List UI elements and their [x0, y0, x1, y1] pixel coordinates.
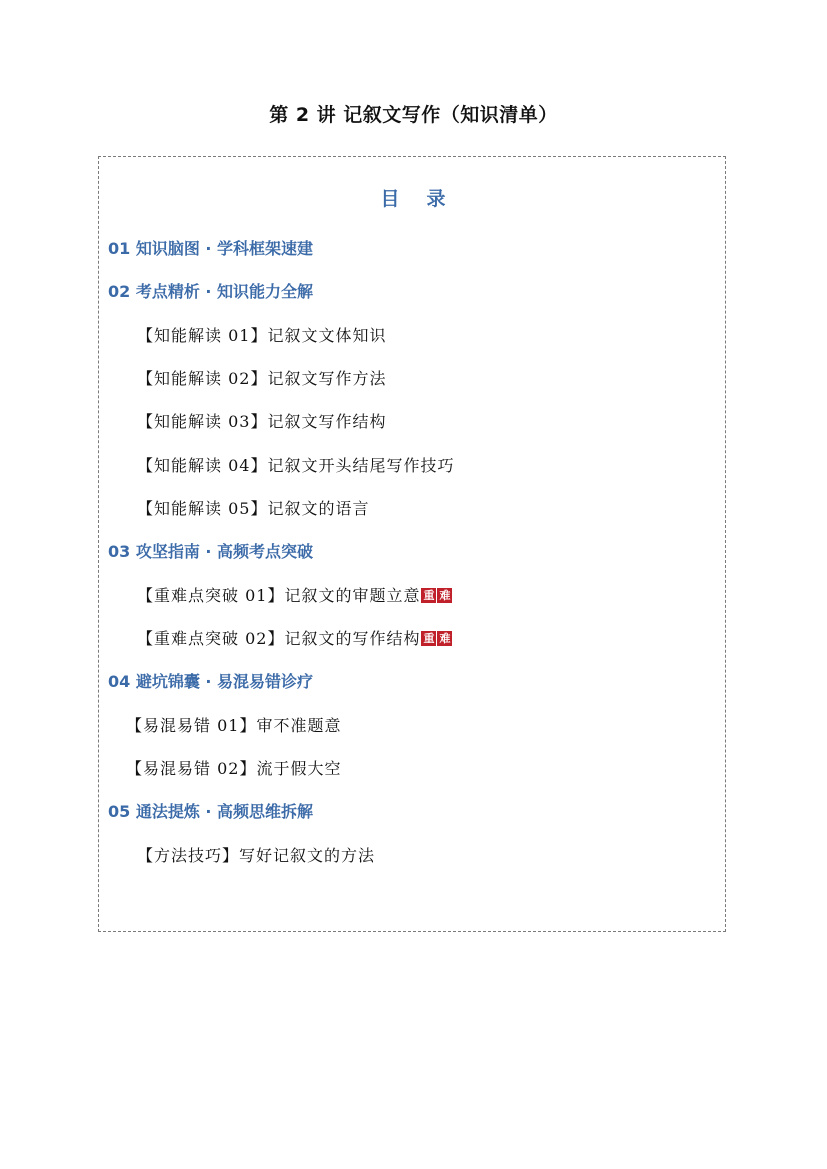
toc-section-01[interactable]: 01 知识脑图 · 学科框架速建 — [108, 239, 314, 258]
hard-badge: 难 — [439, 632, 451, 645]
toc-section-04[interactable]: 04 避坑锦囊 · 易混易错诊疗 — [108, 672, 314, 691]
key-badge: 重 — [423, 632, 435, 645]
hard-badge: 难 — [439, 589, 451, 602]
toc-item-mistake-02[interactable]: 【易混易错 02】流于假大空 — [126, 759, 342, 778]
toc-item-knowledge-05[interactable]: 【知能解读 05】记叙文的语言 — [137, 499, 370, 518]
toc-item-label: 【重难点突破 02】记叙文的写作结构 — [137, 629, 421, 648]
difficulty-badges — [421, 588, 452, 603]
toc-heading-right: 录 — [426, 188, 447, 210]
toc-item-label: 【重难点突破 01】记叙文的审题立意 — [137, 586, 421, 605]
key-badge: 重 — [423, 589, 435, 602]
toc-heading-left: 目 — [380, 188, 401, 210]
toc-item-mistake-01[interactable]: 【易混易错 01】审不准题意 — [126, 716, 342, 735]
toc-item-method[interactable]: 【方法技巧】写好记叙文的方法 — [137, 846, 376, 865]
toc-section-05[interactable]: 05 通法提炼 · 高频思维拆解 — [108, 802, 314, 821]
toc-item-knowledge-01[interactable]: 【知能解读 01】记叙文文体知识 — [137, 326, 387, 345]
toc-item-knowledge-02[interactable]: 【知能解读 02】记叙文写作方法 — [137, 369, 387, 388]
difficulty-badges — [421, 631, 452, 646]
toc-section-02[interactable]: 02 考点精析 · 知识能力全解 — [108, 282, 314, 301]
toc-item-knowledge-04[interactable]: 【知能解读 04】记叙文开头结尾写作技巧 — [137, 456, 455, 475]
toc-heading — [0, 184, 827, 211]
toc-item-breakthrough-01[interactable] — [137, 583, 452, 606]
document-title: 第 2 讲 记叙文写作（知识清单） — [269, 104, 558, 126]
toc-item-breakthrough-02[interactable] — [137, 626, 452, 649]
toc-item-knowledge-03[interactable]: 【知能解读 03】记叙文写作结构 — [137, 412, 387, 431]
toc-section-03[interactable]: 03 攻坚指南 · 高频考点突破 — [108, 542, 314, 561]
